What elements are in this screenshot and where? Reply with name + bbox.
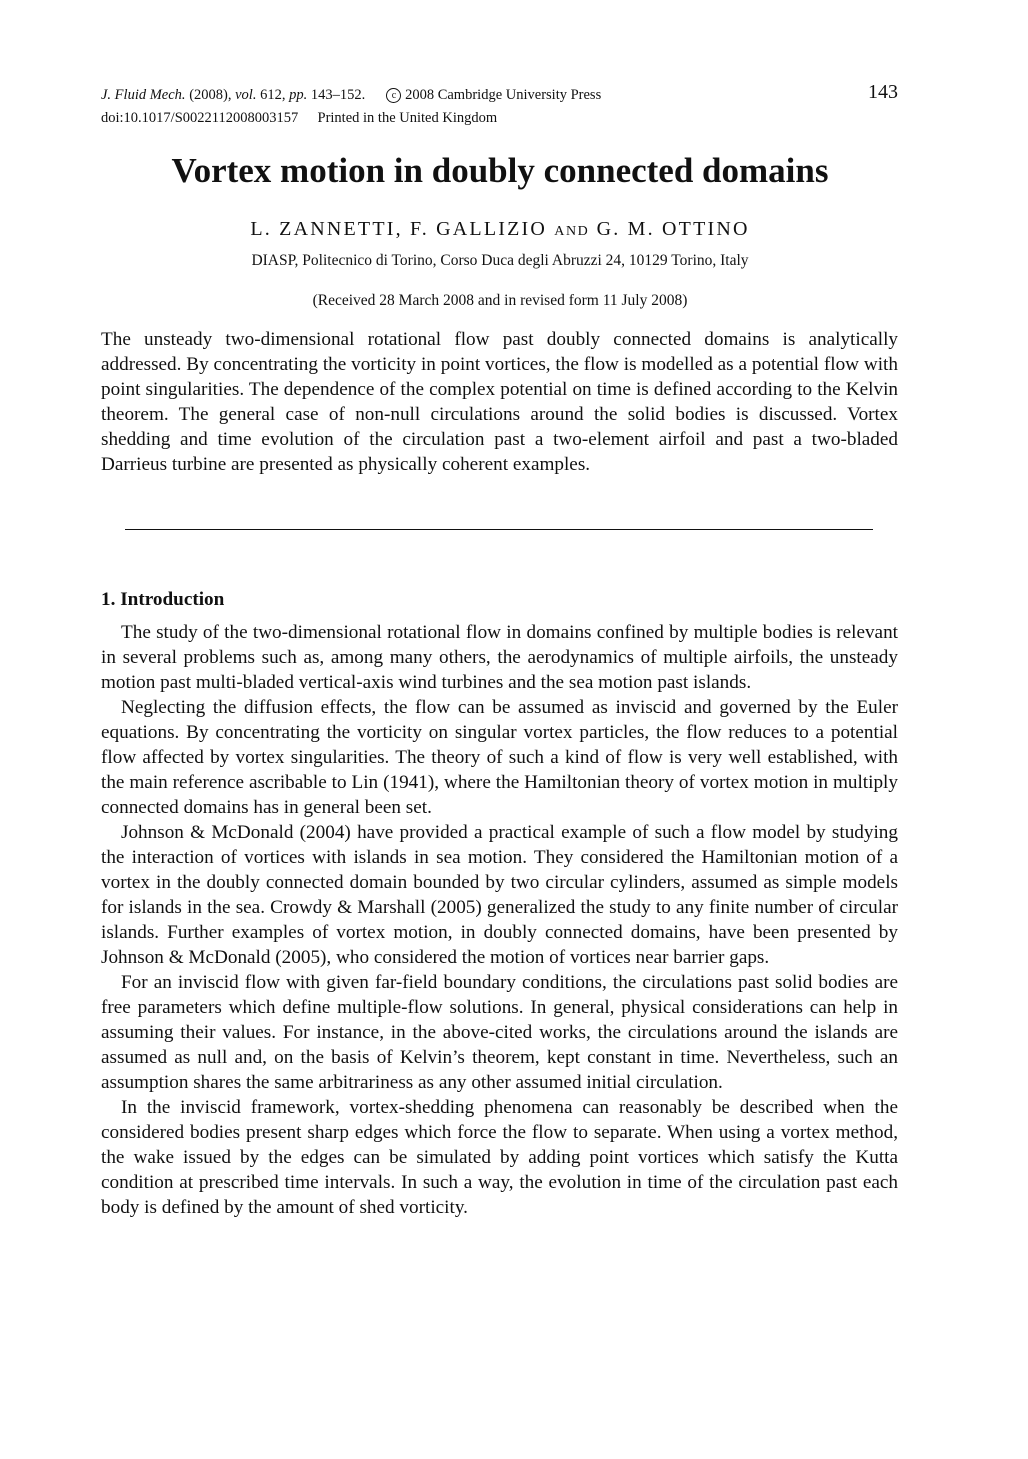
running-header [101,81,898,130]
printed-location: Printed in the United Kingdom [317,110,498,126]
affiliation: DIASP, Politecnico di Torino, Corso Duca degli Abruzzi 24, 10129 Torino, Italy [251,252,749,269]
abstract-divider [125,529,873,530]
copyright-icon: c [386,88,401,103]
doi: doi:10.1017/S0022112008003157 [101,110,299,126]
pages-value: 143–152. [310,87,366,103]
journal-name: J. Fluid Mech. [101,87,186,103]
paragraph: Neglecting the diffusion effects, the flow can be assumed as inviscid and governed by the Euler equations. By concentrating the vorticity on singular vortex particles, the flow reduces to a potential flow affected by vortex singularities. The theory of such a kind of flow is very well established, with the main reference ascribable to Lin (1941), where the Hamiltonian theory of vortex motion in multiply connected domains has in general been set. [101,697,898,818]
author-list [0,218,1000,241]
received-dates: (Received 28 March 2008 and in revised form 11 July 2008) [312,292,688,309]
page-number: 143 [868,81,898,103]
citation-line [101,84,898,107]
paragraph: Johnson & McDonald (2004) have provided a practical example of such a flow model by studying the interaction of vortices with islands in sea motion. They considered the Hamiltonian motion of a vortex in the doubly connected domain bounded by two circular cylinders, assumed as simple models for islands in the sea. Crowdy & Marshall (2005) generalized the study to any finite number of circular islands. Further examples of vortex motion, in doubly connected domains, have been presented by Johnson & McDonald (2005), who considered the motion of vortices near barrier gaps. [101,822,898,968]
paragraph: For an inviscid flow with given far-field boundary conditions, the circulations past solid bodies are free parameters which define multiple-flow solutions. In general, physical considerations can help in assuming their values. For instance, in the above-cited works, the circulations around the islands are assumed as null and, on the basis of Kelvin’s theorem, kept constant in time. Nevertheless, such an assumption shares the same arbitrariness as any other assumed initial circulation. [101,972,898,1093]
paragraph: The study of the two-dimensional rotational flow in domains confined by multiple bodies is relevant in several problems such as, among many others, the aerodynamics of multiple airfoils, the unsteady motion past multi-bladed vertical-axis wind turbines and the sea motion past islands. [101,622,898,693]
authors-and: AND [554,224,590,239]
doi-line [101,107,898,130]
section-body [101,620,898,1220]
volume-value: 612, [260,87,286,103]
volume-label: vol. [235,87,257,103]
abstract: The unsteady two-dimensional rotational flow past doubly connected domains is analytically addressed. By concentrating the vorticity in point vortices, the flow is modelled as a potential flow with point singularities. The dependence of the complex potential on time is defined according to the Kelvin theorem. The general case of non-null circulations around the solid bodies is discussed. Vortex shedding and time evolution of the circulation past a two-element airfoil and past a two-bladed Darrieus turbine are presented as physically coherent examples. [101,329,898,475]
article-title: Vortex motion in doubly connected domains [171,151,829,190]
pages-label: pp. [289,87,308,103]
journal-year: (2008), [189,87,232,103]
section-heading: 1. Introduction [101,589,225,610]
paragraph: In the inviscid framework, vortex-shedding phenomena can reasonably be described when the considered bodies present sharp edges which force the flow to separate. When using a vortex method, the wake issued by the edges can be simulated by adding point vortices which satisfy the Kutta condition at prescribed time intervals. In such a way, the evolution in time of the circulation past each body is defined by the amount of shed vorticity. [101,1097,898,1218]
authors-last: G. M. OTTINO [596,218,750,240]
authors-first: L. ZANNETTI, F. GALLIZIO [250,218,548,240]
copyright-text: 2008 Cambridge University Press [405,87,602,103]
